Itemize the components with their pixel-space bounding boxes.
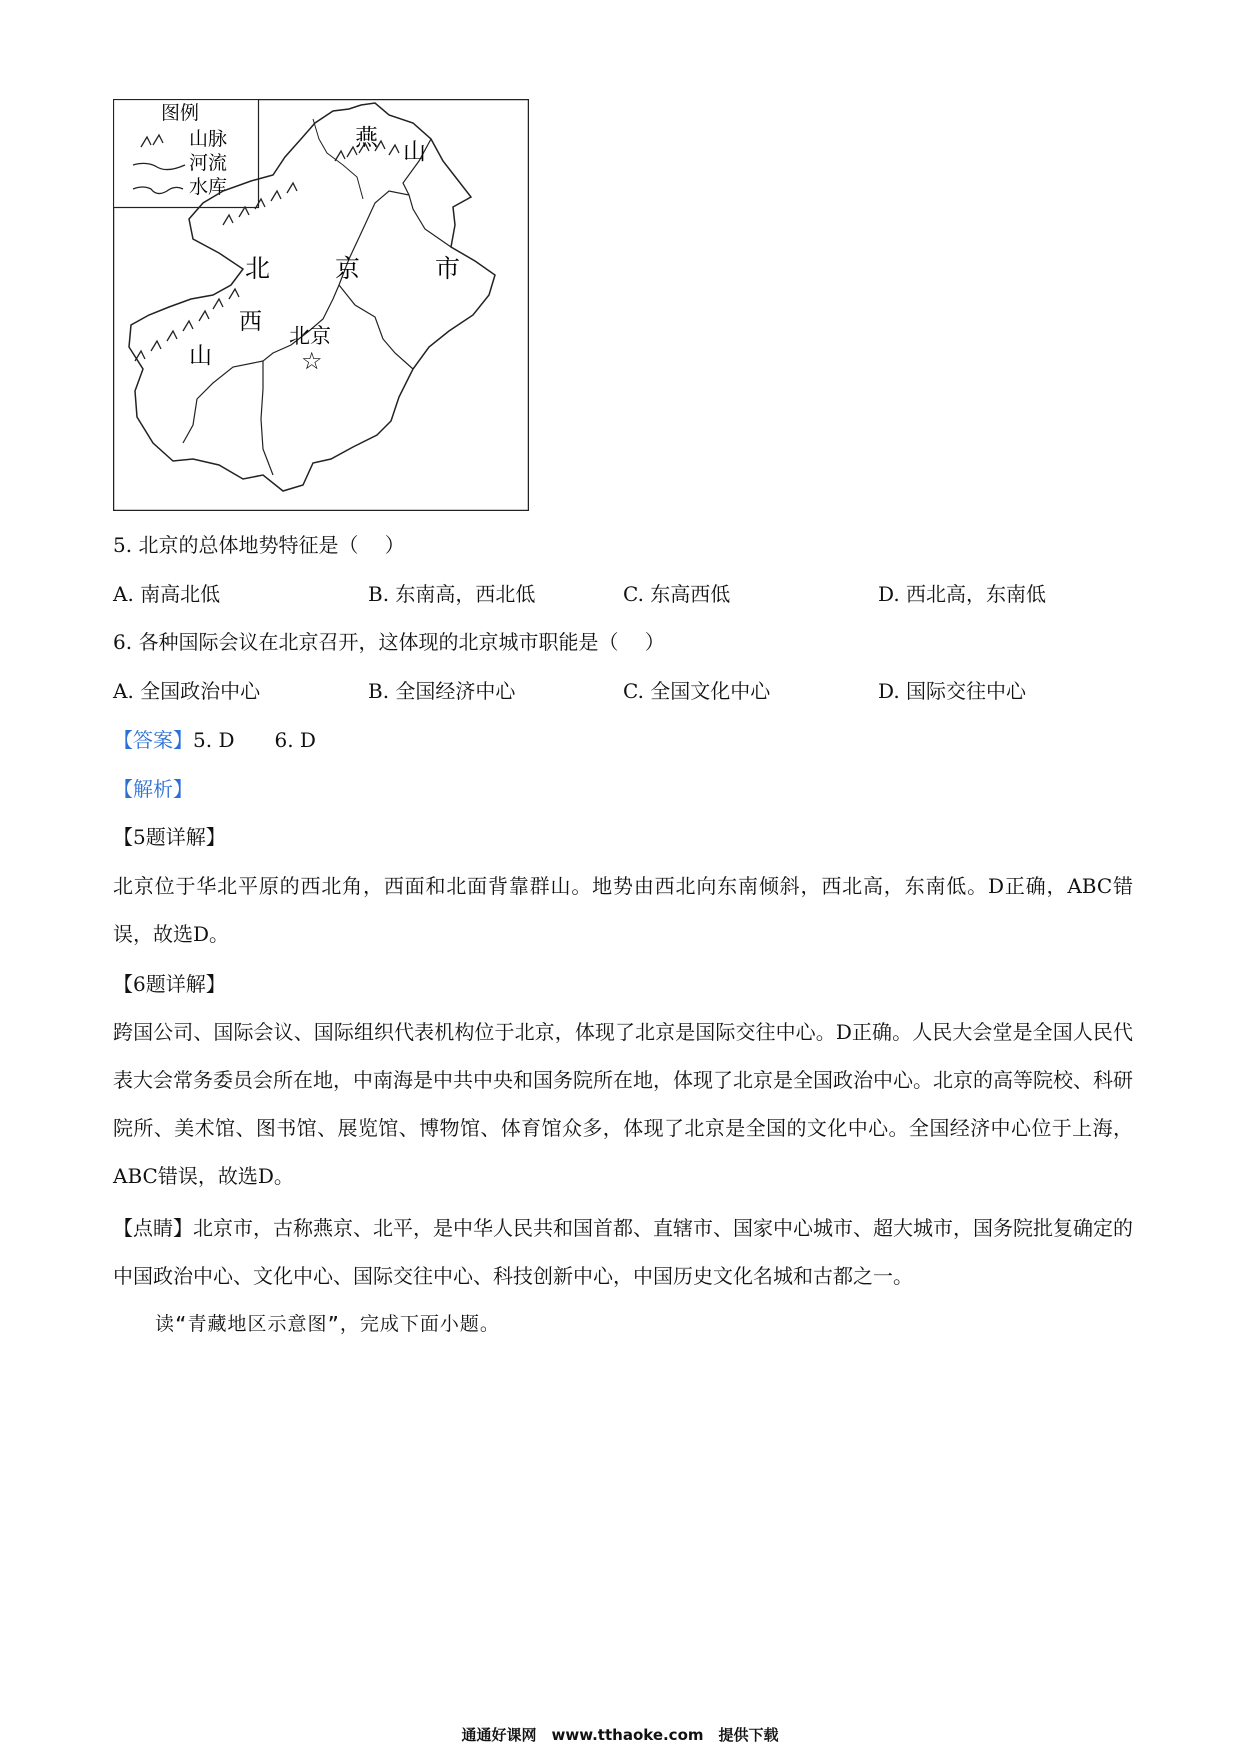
analysis-label: 【解析】 <box>113 777 193 801</box>
beijing-map-figure <box>113 99 529 511</box>
q6-option-a: A. 全国政治中心 <box>113 679 261 703</box>
q6-option-c: C. 全国文化中心 <box>623 679 771 703</box>
q5-option-c: C. 东高西低 <box>623 582 731 606</box>
legend-river-label: 河流 <box>189 152 228 174</box>
capital-star-icon: ☆ <box>301 347 323 375</box>
q6-detail-heading: 【6题详解】 <box>113 972 226 996</box>
q5-option-d: D. 西北高，东南低 <box>878 582 1047 606</box>
legend-mountain-label: 山脉 <box>189 128 228 150</box>
q5-option-a: A. 南高北低 <box>113 582 221 606</box>
q6-question: 6. 各种国际会议在北京召开，这体现的北京城市职能是（ ） <box>113 630 665 654</box>
answer-value: 5. D 6. D <box>193 728 316 752</box>
q5-option-b: B. 东南高，西北低 <box>368 582 536 606</box>
q5-detail-text: 北京位于华北平原的西北角，西面和北面背靠群山。地势由西北向东南倾斜，西北高，东南低。D正确，ABC错误，故选D。 <box>113 874 1133 946</box>
answer-label: 【答案】 <box>113 728 193 752</box>
q5-detail-heading: 【5题详解】 <box>113 825 226 849</box>
tip-paragraph <box>113 1204 1133 1300</box>
label-xi: 西 <box>239 309 262 335</box>
q6-detail-text: 跨国公司、国际会议、国际组织代表机构位于北京，体现了北京是国际交往中心。D正确。人民大会堂是全国人民代表大会常务委员会所在地，中南海是中共中央和国务院所在地，体现了北京是全国政治中心。北京的高等院校、科研院所、美术馆、图书馆、展览馆、博物馆、体育馆众多，体现了北京是全国的文化中心。全国经济中心位于上海，ABC错误，故选D。 <box>113 1020 1133 1188</box>
tip-text: 北京市，古称燕京、北平，是中华人民共和国首都、直辖市、国家中心城市、超大城市，国务院批复确定的中国政治中心、文化中心、国际交往中心、科技创新中心，中国历史文化名城和古都之一。 <box>113 1216 1133 1288</box>
q6-option-b: B. 全国经济中心 <box>368 679 516 703</box>
legend-reservoir-label: 水库 <box>189 176 228 198</box>
legend-title: 图例 <box>161 102 200 124</box>
label-beijing-city: 北京 <box>289 324 331 348</box>
beijing-map-svg <box>113 99 529 511</box>
inner-boundary-2 <box>183 361 263 443</box>
label-jing: 京 <box>335 254 361 283</box>
answer-line <box>113 726 316 754</box>
label-shan-west: 山 <box>189 343 212 369</box>
tip-label: 【点睛】 <box>113 1216 193 1240</box>
label-shi: 市 <box>435 254 461 283</box>
page-footer: 通通好课网 www.tthaoke.com 提供下载 <box>461 1726 779 1744</box>
label-shan-top: 山 <box>403 139 426 165</box>
q5-question: 5. 北京的总体地势特征是（ ） <box>113 533 405 557</box>
label-bei: 北 <box>245 254 271 283</box>
q6-option-d: D. 国际交往中心 <box>878 679 1027 703</box>
inner-boundary-4 <box>339 285 413 369</box>
label-yan: 燕 <box>355 125 378 151</box>
next-question-intro: 读“青藏地区示意图”，完成下面小题。 <box>155 1313 500 1335</box>
